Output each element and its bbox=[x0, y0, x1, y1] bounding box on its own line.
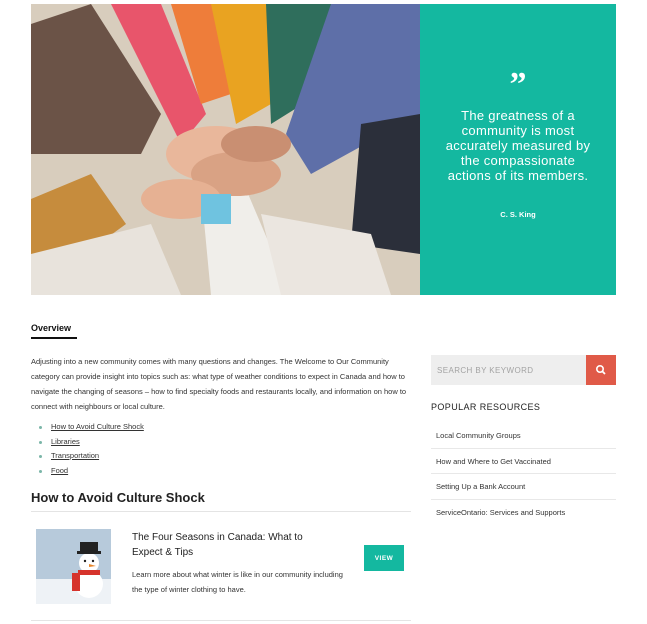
resource-item-vaccinated[interactable]: How and Where to Get Vaccinated bbox=[431, 449, 616, 475]
hands-illustration bbox=[31, 4, 420, 295]
snowman-thumbnail[interactable] bbox=[36, 529, 111, 604]
search-icon bbox=[586, 355, 616, 385]
link-libraries[interactable]: Libraries bbox=[51, 436, 80, 446]
divider bbox=[31, 620, 411, 621]
link-culture-shock[interactable]: How to Avoid Culture Shock bbox=[51, 422, 144, 431]
link-food[interactable]: Food bbox=[51, 465, 69, 475]
link-item bbox=[39, 464, 144, 479]
popular-resources-heading: POPULAR RESOURCES bbox=[431, 402, 541, 412]
quote-text: The greatness of a community is most accurately measured by the compassionate actions of its members. bbox=[445, 108, 591, 183]
hero-banner bbox=[31, 4, 616, 295]
view-button[interactable]: VIEW bbox=[364, 545, 404, 571]
link-transportation[interactable]: Transportation bbox=[51, 451, 100, 460]
quote-panel bbox=[420, 4, 616, 295]
snowman-image bbox=[36, 529, 111, 604]
link-item bbox=[39, 449, 144, 464]
card-description: Learn more about what winter is like in our community including the type of winter clothing to have. bbox=[132, 570, 343, 594]
search-input[interactable] bbox=[431, 355, 586, 385]
active-tab-indicator bbox=[31, 337, 77, 339]
quote-author: C. S. King bbox=[500, 210, 536, 219]
resource-list bbox=[431, 423, 616, 525]
resource-item-community-groups[interactable]: Local Community Groups bbox=[431, 423, 616, 449]
section-title: How to Avoid Culture Shock bbox=[31, 490, 205, 505]
hero-photo-hands-stacked bbox=[31, 4, 420, 295]
resource-item-serviceontario[interactable]: ServiceOntario: Services and Supports bbox=[436, 507, 566, 517]
resource-item-bank-account[interactable]: Setting Up a Bank Account bbox=[431, 474, 616, 500]
tab-overview[interactable]: Overview bbox=[31, 323, 72, 333]
card-title[interactable]: The Four Seasons in Canada: What to Expect & Tips bbox=[132, 532, 303, 558]
topic-links bbox=[39, 420, 144, 478]
link-item bbox=[39, 420, 144, 435]
quote-mark-icon: ” bbox=[509, 66, 527, 103]
intro-paragraph: Adjusting into a new community comes with many questions and changes. The Welcome to Our Community category can provide insight into topics such as: what type of weather conditions to expect in Canada and how to navigate the changing of seasons – how to find specialty foods and restaurants locally, and information on how to connect with neighbours or local culture. bbox=[31, 357, 407, 411]
search-button[interactable] bbox=[586, 355, 616, 385]
link-item bbox=[39, 435, 144, 450]
divider bbox=[31, 511, 411, 512]
